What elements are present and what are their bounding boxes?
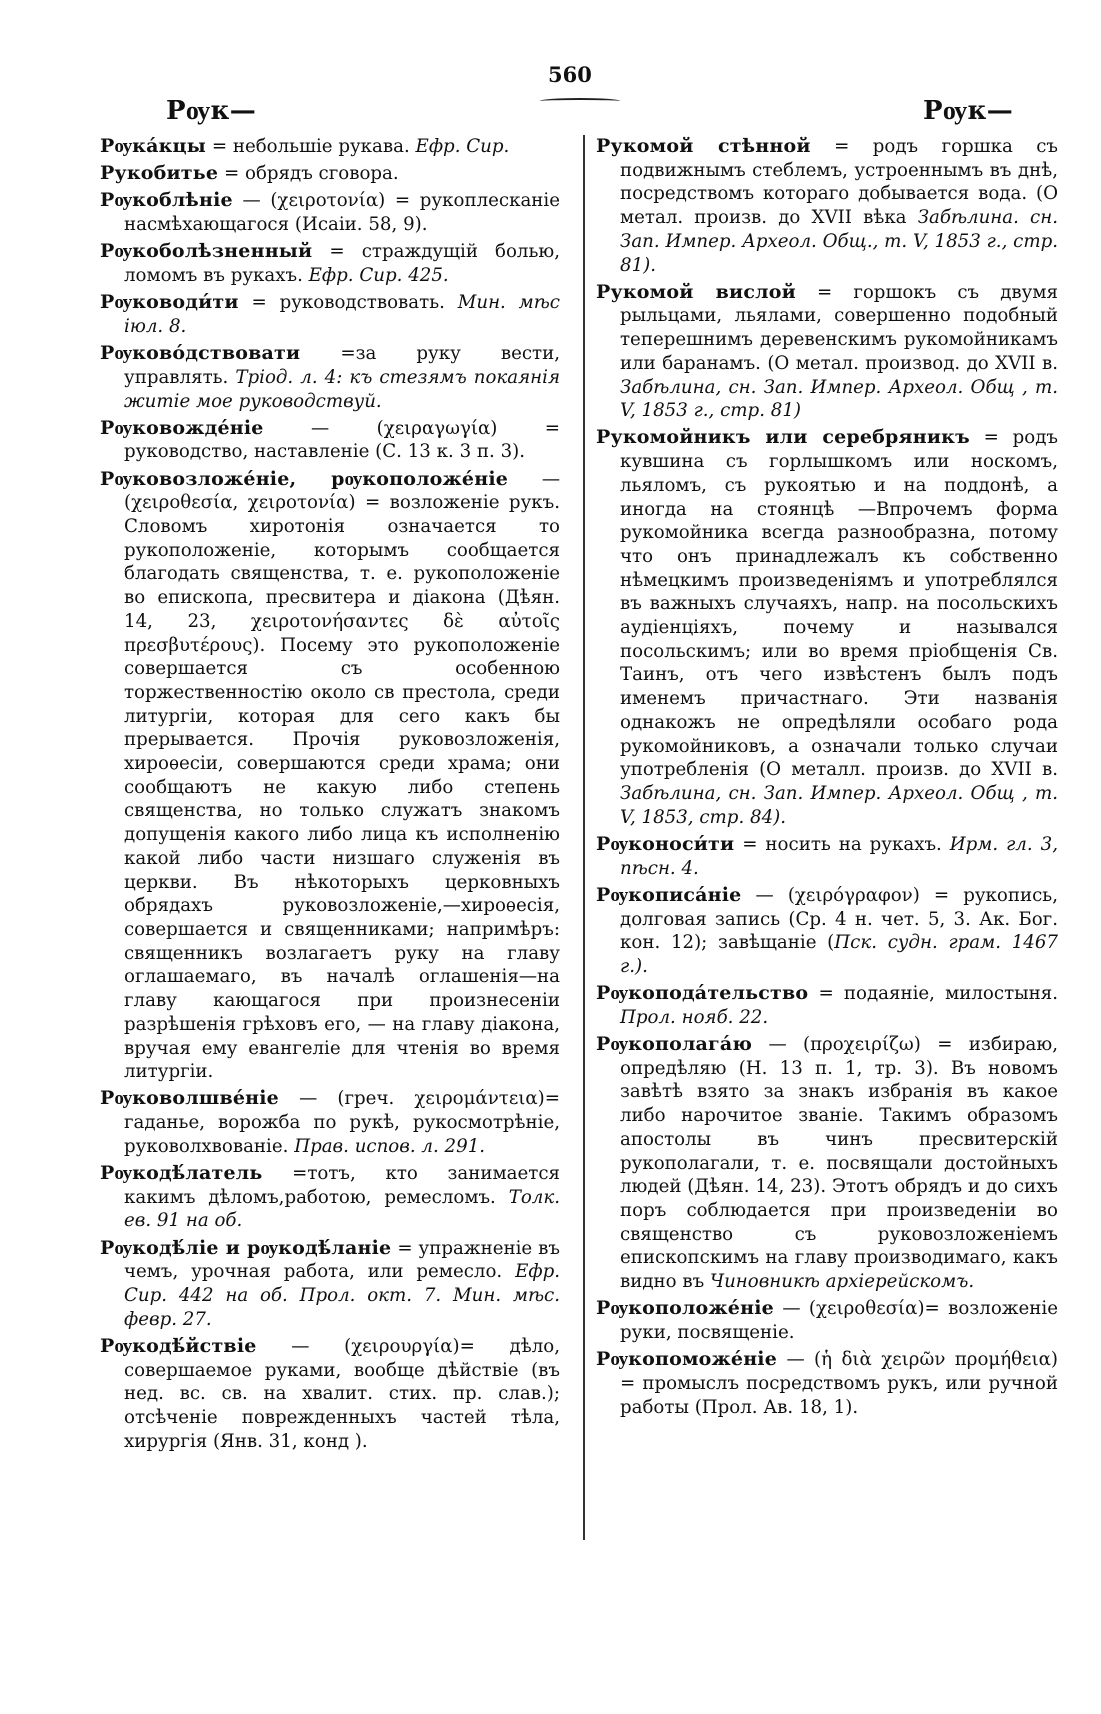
entry-reference: Ефр. Сир. (415, 136, 510, 157)
entry-reference: Ефр. Сир. 425. (308, 265, 449, 287)
entry-definition: — (греч. χειρομάντεια)= гаданье, ворожба по рукѣ, рукосмотрѣнiе, руковолхвованiе. (124, 1088, 560, 1157)
entry-reference: Забѣлина, сн. Зап. Импер. Археол. Общ , т. V, 1853, стр. 84). (620, 782, 1058, 828)
dictionary-entry (100, 468, 560, 1084)
entry-headword: Рѹкодѣ́йствiе (100, 1334, 257, 1357)
entry-definition: — (χειροτονία) = рукоплесканiе насмѣхающагося (Исаiи. 58, 9). (124, 190, 560, 236)
entry-definition: = упражненiе въ чемъ, урочная работа, или ремесло. (124, 1237, 560, 1283)
dictionary-entry (596, 1348, 1058, 1419)
entry-reference: Трiод. л. 4: къ стезямъ покаянiя житiе мое руководствуй. (124, 366, 561, 412)
entry-headword: Рѹковозложе́нiе, рѹкоположе́нiе (100, 467, 509, 490)
dictionary-entry (596, 281, 1058, 423)
entry-reference: Ирм. гл. 3, пѣсн. 4. (620, 833, 1058, 879)
dictionary-entry (100, 162, 560, 186)
entry-definition: = небольшiе рукава. (211, 136, 416, 157)
entry-definition: —(χειροθεσία, χειροτονία) = возложенiе рукъ. Словомъ хиротонiя означается то рукоположенiе, которымъ сообщается благодать священства, т. е. рукоположенiе во епископа, пресвитера и дiакона (Дѣян. 14, 23, χειροτονήσαντες δὲ αὐτοῖς πρεσβυτέρους). Посему это рукоположенiе совершается съ особенною торжественностiю около св престола, среди литургiи, которая для сего какъ бы прерывается. Прочiя руковозложенiя, хироѳесiи, совершаются среди храма; они сообщаютъ не какую либо степень священства, но только служатъ знакомъ допущенiя какого либо лица къ исполненiю какой либо части низшаго служенiя въ церкви. Въ нѣкоторыхъ церковныхъ обрядахъ руковозложенiе,—хироѳесiя, совершается и священниками; напримѣръ: священникъ возлагаетъ руку на главу оглашаемаго, въ началѣ оглашенiя—на главу кающагося при произнесенiи разрѣшенiя грѣховъ его, — на главу дiакона, вручая ему евангелiе для чтенiя во время литургiи. (124, 468, 560, 1083)
dictionary-entry (100, 1237, 560, 1332)
dictionary-entry (100, 1335, 560, 1454)
entry-definition: = руководствовать. (251, 292, 458, 314)
entry-definition: = подаянiе, милостыня. (818, 983, 1058, 1005)
dictionary-entry (100, 1087, 560, 1158)
dictionary-entry (100, 417, 560, 464)
dictionary-entry (596, 884, 1058, 979)
dictionary-entry (100, 240, 560, 287)
entry-reference: Пск. судн. грам. 1467 г.). (620, 932, 1058, 977)
entry-headword: Рѹкопода́тельство (596, 982, 809, 1005)
dictionary-entry (100, 1162, 560, 1233)
entry-headword: Рѹково́дствовати (100, 342, 301, 365)
entry-headword: Рукобитье (100, 162, 219, 185)
entry-headword: Рукомой стѣнной (596, 135, 811, 157)
entry-headword: Рѹкодѣ́лiе и рѹкодѣ́ланiе (100, 1236, 392, 1259)
entry-definition: = родъ горшка съ подвижнымъ стеблемъ, устроеннымъ въ днѣ, посредствомъ котораго добывается вода. (О метал. произв. до XVII вѣка (620, 136, 1058, 229)
entry-headword: Рѹкáкцы (100, 135, 207, 157)
entry-definition: = родъ кувшина съ горлышкомъ или носкомъ, льяломъ, съ рукоятью и на поддонѣ, а иногда на стоянцѣ —Впрочемъ форма рукомойника всегда разнообразна, потому что онъ принадлежалъ къ собственно нѣмецкимъ произведенiямъ и употреблялся въ важныхъ случаяхъ, напр. на посольскихъ аудiенцiяхъ, почему и назывался посольскимъ; или во время прiобщенiя Св. Таинъ, отъ чего извѣстенъ былъ подъ именемъ причастнаго. Эти названiя однакожъ не опредѣляли особаго рода рукомойниковъ, а означали только случаи употребленiя (О металл. произв. до XVII в. (620, 427, 1058, 781)
page-number: 560 (548, 62, 592, 87)
right-column (596, 135, 1058, 1423)
entry-definition: — (χειρουργία)= дѣло, совершаемое руками, вообще дѣйствiе (въ нед. вс. св. на хвалит. стих. пр. слав.); отсѣченiе поврежденныхъ частей тѣла, хирургiя (Янв. 31, конд ). (124, 1335, 560, 1452)
entry-reference: Забѣлина. сн. Зап. Импер. Археол. Общ., т. V, 1853 г., стр. 81). (620, 207, 1059, 276)
entry-headword: Рукомойникъ или серебряникъ (596, 426, 970, 449)
left-column (100, 135, 560, 1457)
entry-headword: Рѹкодѣ́латель (100, 1162, 263, 1185)
dictionary-entry (596, 982, 1058, 1029)
entry-reference: Ефр. Сир. 442 на об. Прол. окт. 7. Мин. мѣс. февр. 27. (124, 1261, 560, 1330)
entry-reference: Мин. мѣс iюл. 8. (124, 292, 560, 337)
running-head-right: Рѹк— (923, 96, 1014, 126)
dictionary-entry (596, 426, 1058, 829)
entry-headword: Рѹковолшве́нiе (100, 1087, 279, 1110)
column-divider (583, 135, 591, 1540)
dictionary-entry (100, 291, 560, 338)
entry-definition: — (χειρόγραφον) = рукопись, долговая запись (Ср. 4 н. чет. 5, 3. Ак. Бог. кон. 12); завѣщанiе ( (620, 884, 1058, 954)
entry-headword: Рѹкописа́нiе (596, 883, 742, 906)
entry-definition: — (προχειρίζω) = избираю, опредѣляю (Н. 13 п. 1, тр. 3). Въ новомъ завѣтѣ взято за знакъ избранiя въ какое либо нарочитое званiе. Такимъ образомъ апостолы въ чинъ пресвитерскiй рукополагали, т. е. посвящали достойныхъ людей (Дѣян. 14, 23). Этотъ обрядъ и до сихъ поръ соблюдается при произведенiи во священство съ руковозложенiемъ епископскимъ на главу производимаго, какъ видно въ (620, 1034, 1058, 1293)
entry-headword: Рѹкополага́ю (596, 1033, 753, 1056)
entry-reference: Забѣлина, сн. Зап. Импер. Археол. Общ , т. V, 1853 г., стр. 81) (620, 376, 1058, 422)
entry-headword: Рѹкоположе́нiе (596, 1297, 774, 1320)
entry-headword: Рѹкоболѣзненный (100, 240, 313, 263)
entry-headword: Рукомой вислой (596, 280, 796, 303)
entry-headword: Рѹководи́ти (100, 291, 239, 314)
entry-definition: =тотъ, кто занимается какимъ дѣломъ,работою, ремесломъ. (124, 1163, 560, 1208)
dictionary-entry (596, 1297, 1058, 1344)
entry-definition: = горшокъ съ двумя рыльцами, льялами, совершенно подобный теперешнимъ деревенскимъ рукомойникамъ или баранамъ. (О метал. производ. до XVII в. (620, 281, 1058, 374)
entry-headword: Рѹкоблѣнiе (100, 189, 233, 212)
entry-definition: — (χειροθεσία)= возложенiе руки, посвященiе. (620, 1298, 1058, 1343)
dictionary-entry (100, 135, 560, 159)
page-number-rule (540, 98, 620, 104)
entry-definition: — (χειραγωγία) = руководство, наставленiе (С. 13 к. 3 п. 3). (124, 417, 560, 463)
entry-reference: Прол. нояб. 22. (620, 1006, 769, 1028)
entry-reference: Толк. ев. 91 на об. (124, 1186, 560, 1232)
dictionary-entry (596, 1033, 1058, 1294)
entry-headword: Рѹкопоможе́нiе (596, 1348, 778, 1371)
running-head-left: Рѹк— (166, 96, 257, 126)
dictionary-entry (596, 135, 1058, 277)
dictionary-entry (100, 189, 560, 236)
entry-headword: Рѹковожде́нiе (100, 416, 264, 439)
dictionary-entry (596, 833, 1058, 880)
entry-definition: = обрядъ сговора. (223, 163, 399, 185)
dictionary-entry (100, 342, 560, 413)
entry-definition: =за руку вести, управлять. (124, 343, 560, 388)
entry-headword: Рѹконоси́ти (596, 832, 735, 855)
entry-definition: = страждущiй болью, ломомъ въ рукахъ. (124, 241, 560, 287)
entry-reference: Чиновникѣ архiерейскомъ. (710, 1271, 975, 1293)
entry-definition: = носить на рукахъ. (742, 833, 950, 855)
entry-reference: Прав. испов. л. 291. (294, 1135, 486, 1157)
entry-definition: — (ἡ διὰ χειρῶν προμήθεια) = промыслъ посредствомъ рукъ, или ручной работы (Прол. Ав. 18, 1). (620, 1349, 1058, 1418)
